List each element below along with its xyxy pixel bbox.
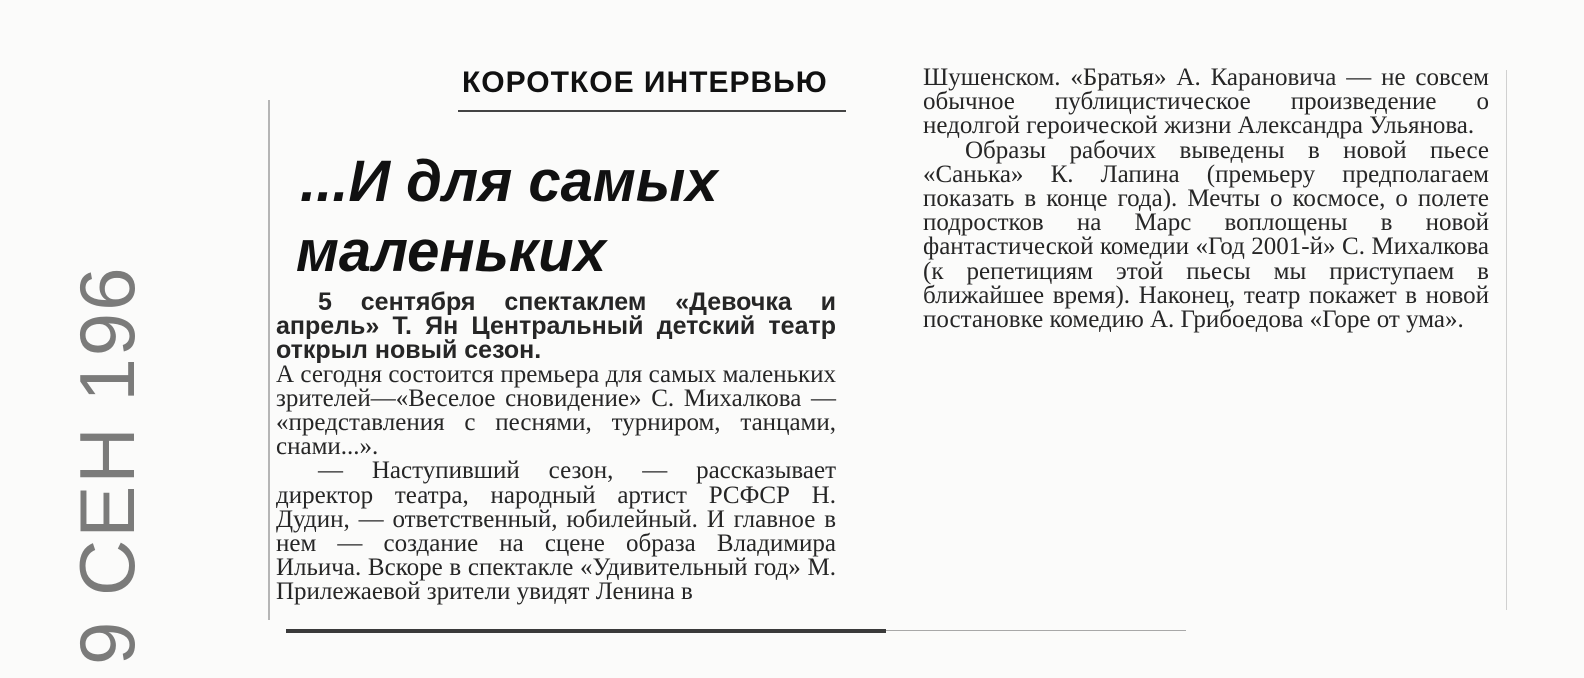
- article-lead: 5 сентября спектаклем «Девочка и апрель» Т. Ян Центральный детский театр открыл новый сезон.: [276, 288, 836, 365]
- article-rubric: КОРОТКОЕ ИНТЕРВЬЮ: [462, 66, 828, 99]
- article-paragraph-3: Образы рабочих выведены в новой пьесе «Санька» К. Лапина (премьеру предполагаем показать в конце года). Мечты о космосе, о полете подростков на Марс воплощены в новой фантастической комедии «Год 2001-й» С. Михалкова (к репетициям этой пьесы мы приступаем в ближайшее время). Наконец, театр покажет в новой постановке комедию А. Грибоедова «Горе от ума».: [923, 136, 1489, 334]
- headline-line-1: ...И для самых: [300, 149, 718, 214]
- left-divider: [268, 100, 270, 620]
- rubric-underline: [458, 110, 846, 112]
- date-stamp: 9 СЕН 196: [63, 265, 151, 665]
- bottom-rule: [286, 629, 886, 633]
- headline-line-2: маленьких: [296, 219, 606, 284]
- article-paragraph-2-continued: Шушенском. «Братья» А. Карановича — не совсем обычное публицистическое произведение о недолгой героической жизни Александра Ульянова.: [923, 64, 1489, 140]
- right-divider: [1506, 70, 1507, 610]
- article-paragraph-1: А сегодня состоится премьера для самых маленьких зрителей—«Веселое сновидение» С. Михалкова — «представления с песнями, турниром, танцами, снами...».: [276, 360, 836, 461]
- article-paragraph-2: — Наступивший сезон, — рассказывает директор театра, народный артист РСФСР Н. Дудин, — ответственный, юбилейный. И главное в нем — создание на сцене образа Владимира Ильича. Вскоре в спектакле «Удивительный год» М. Прилежаевой зрители увидят Ленина в: [276, 457, 836, 606]
- article-column-left: [276, 290, 836, 605]
- article-column-right: [923, 66, 1489, 332]
- bottom-rule-thin: [886, 630, 1186, 631]
